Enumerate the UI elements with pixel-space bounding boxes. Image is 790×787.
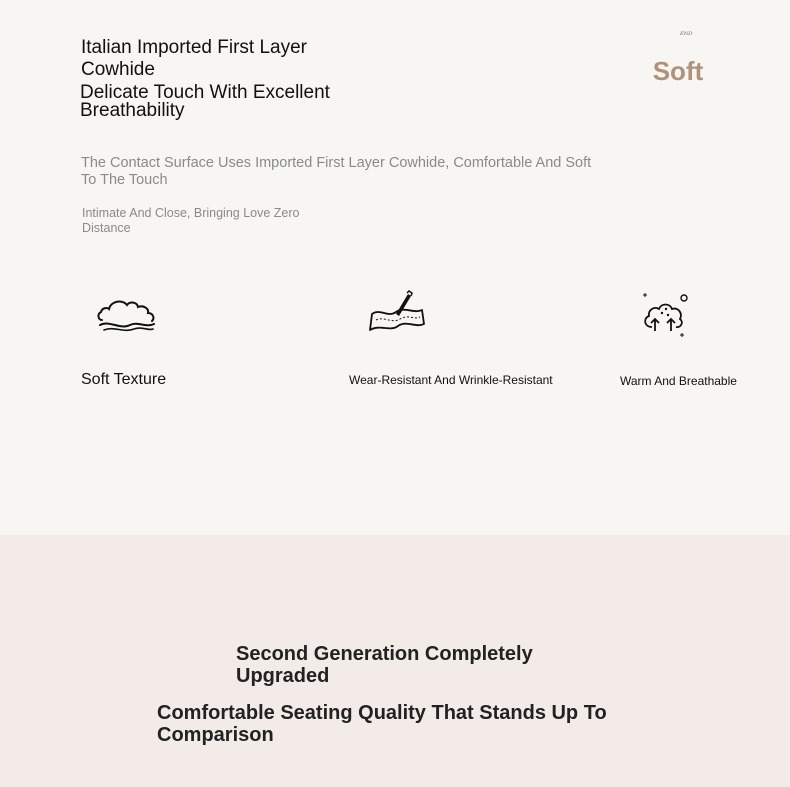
main-title: Italian Imported First Layer Cowhide [81,37,307,80]
feature-label-warm-breathable: Warm And Breathable [620,374,737,388]
feature-label-soft-texture: Soft Texture [81,371,167,388]
section-subtitle-comfort: Comfortable Seating Quality That Stands Up To Comparison [157,702,607,746]
subdescription-text: Intimate And Close, Bringing Love Zero Distance [82,206,300,235]
leather-pen-icon [366,290,428,336]
section-title-upgraded: Second Generation Completely Upgraded [236,643,533,687]
feature-label-wear-resistant: Wear-Resistant And Wrinkle-Resistant [349,373,553,387]
main-subtitle: Delicate Touch With Excellent Breathability [80,82,330,121]
cloud-icon [96,296,158,334]
trees-icon [640,291,692,341]
description-text: The Contact Surface Uses Imported First Layer Cowhide, Comfortable And Soft To The Touch [81,155,592,188]
brand-signature-logo: ᴱᴺᴰ [679,31,693,41]
brand-word: Soft [652,56,704,86]
